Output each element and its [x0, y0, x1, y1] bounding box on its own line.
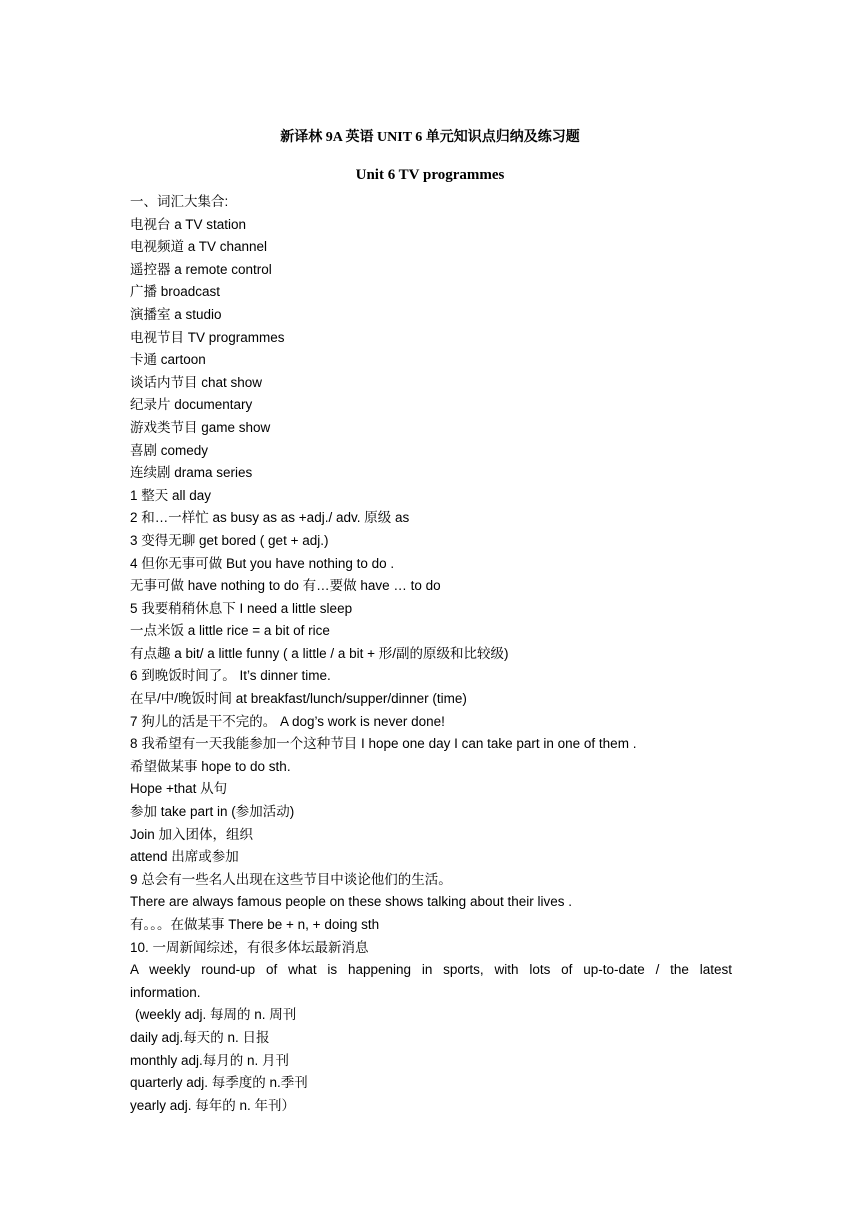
- phrase-line: 1 整天 all day: [130, 487, 212, 503]
- phrase-line: 4 但你无事可做 But you have nothing to do .: [130, 555, 395, 571]
- vocab-line: 电视频道 a TV channel: [130, 239, 268, 255]
- phrase-line: 有。。。在做某事 There be + n, + doing sth: [130, 917, 380, 932]
- vocab-line: 连续剧 drama series: [130, 465, 253, 481]
- phrase-line: Hope +that 从句: [130, 781, 228, 797]
- phrase-line: quarterly adj. 每季度的 n.季刊: [130, 1075, 308, 1091]
- vocab-line: 谈话内节目 chat show: [130, 374, 263, 390]
- vocab-line: 遥控器 a remote control: [130, 261, 272, 277]
- phrase-line: Join 加入团体，组织: [130, 826, 254, 842]
- phrase-line: 3 变得无聊 get bored ( get + adj.): [130, 532, 329, 548]
- phrase-line: yearly adj. 每年的 n. 年刊）: [130, 1097, 296, 1113]
- phrase-line: There are always famous people on these shows talking about their lives .: [130, 894, 572, 910]
- vocab-line: 广播 broadcast: [130, 284, 221, 300]
- phrase-line: 7 狗儿的活是干不完的。 A dog’s work is never done!: [130, 713, 445, 729]
- phrase-line: 一点米饭 a little rice = a bit of rice: [130, 623, 330, 639]
- vocab-line: 演播室 a studio: [130, 306, 222, 322]
- vocab-line: 游戏类节目 game show: [130, 419, 271, 435]
- phrase-line: 9 总会有一些名人出现在这些节目中谈论他们的生活。: [130, 871, 452, 887]
- section-heading: 一、词汇大集合:: [130, 194, 229, 209]
- phrase-line: 10. 一周新闻综述，有很多体坛最新消息: [130, 939, 369, 955]
- phrase-line: 8 我希望有一天我能参加一个这种节目 I hope one day I can take part in one of them .: [130, 736, 637, 752]
- phrase-line: 参加 take part in (参加活动): [130, 804, 295, 820]
- document-body: [130, 191, 732, 1117]
- phrase-line: 无事可做 have nothing to do 有…要做 have … to do: [130, 578, 441, 594]
- phrase-line: attend 出席或参加: [130, 849, 239, 865]
- phrase-line: 5 我要稍稍休息下 I need a little sleep: [130, 600, 353, 616]
- phrase-line: 在早/中/晚饭时间 at breakfast/lunch/supper/dinner (time): [130, 691, 467, 707]
- phrase-line: A weekly round-up of what is happening in sports, with lots of up-to-date / the latest: [130, 962, 732, 978]
- phrase-line: monthly adj.每月的 n. 月刊: [130, 1052, 290, 1068]
- document-subtitle: Unit 6 TV programmes: [355, 167, 505, 183]
- vocab-line: 喜剧 comedy: [130, 442, 209, 458]
- phrase-line: 希望做某事 hope to do sth.: [130, 758, 291, 774]
- vocab-line: 纪录片 documentary: [130, 397, 253, 413]
- phrase-line: information.: [130, 984, 201, 1000]
- vocab-line: 电视节目 TV programmes: [130, 329, 285, 345]
- phrase-line: 有点趣 a bit/ a little funny ( a little / a bit + 形/副的原级和比较级): [130, 645, 509, 661]
- vocab-line: 电视台 a TV station: [130, 216, 247, 232]
- document-title: 新译林 9A 英语 UNIT 6 单元知识点归纳及练习题: [280, 130, 580, 145]
- phrase-line: 6 到晚饭时间了。 It’s dinner time.: [130, 668, 331, 684]
- phrase-line: (weekly adj. 每周的 n. 周刊: [135, 1007, 297, 1023]
- vocab-line: 卡通 cartoon: [130, 352, 206, 368]
- phrase-line: 2 和…一样忙 as busy as as +adj./ adv. 原级 as: [130, 510, 410, 526]
- phrase-line: daily adj.每天的 n. 日报: [130, 1029, 270, 1045]
